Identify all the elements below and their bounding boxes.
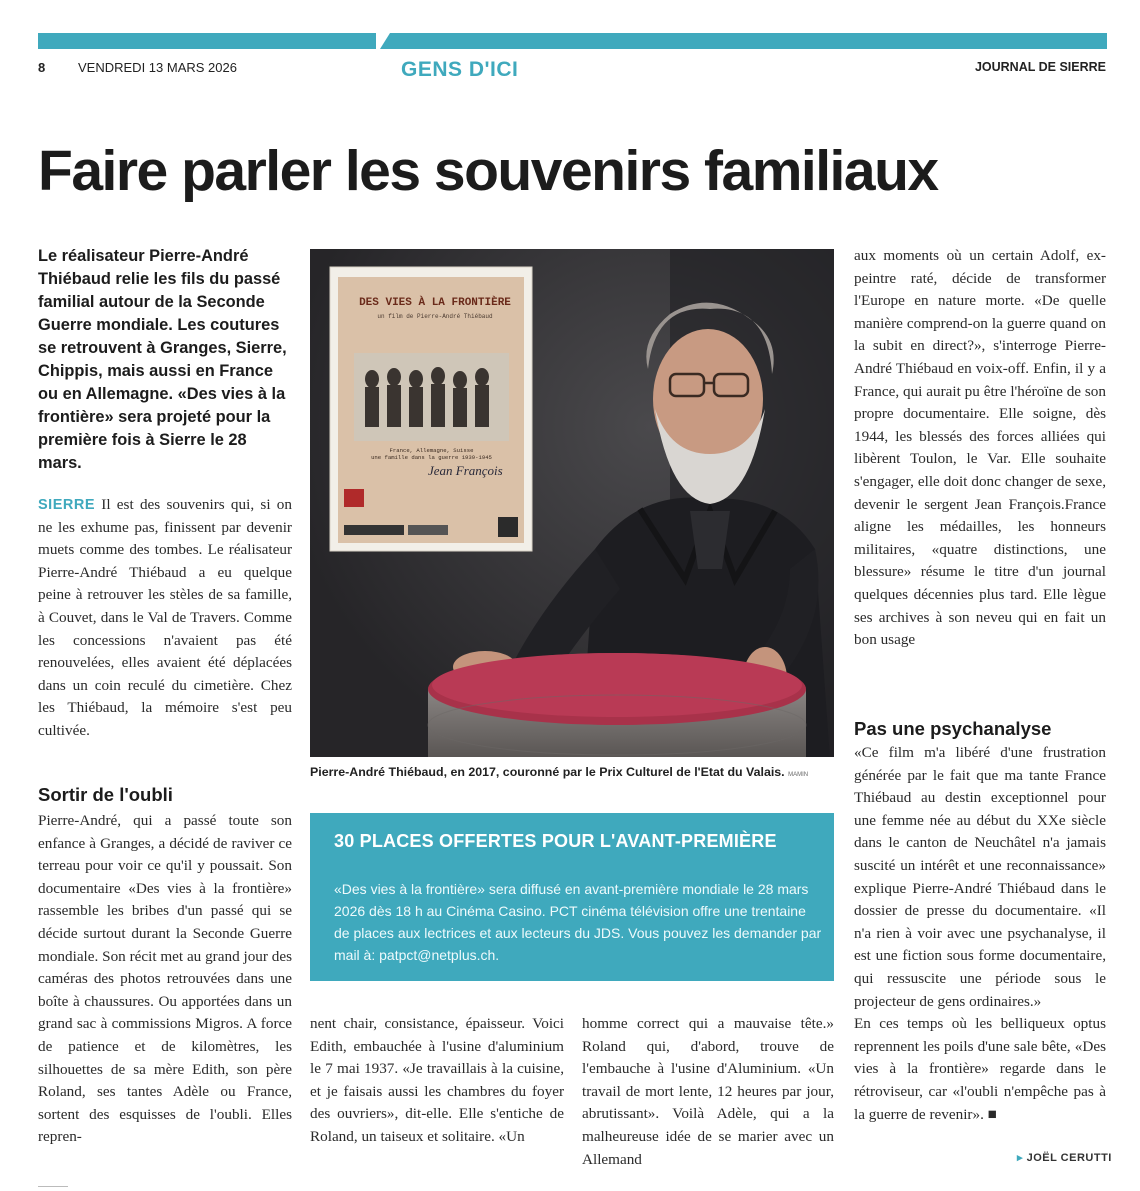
- promo-title: 30 PLACES OFFERTES POUR L'AVANT-PREMIÈRE: [334, 831, 777, 851]
- caption-text: Pierre-André Thiébaud, en 2017, couronné par le Prix Culturel de l'Etat du Valais.: [310, 765, 785, 779]
- poster-subtitle: un film de Pierre-André Thiébaud: [377, 313, 493, 320]
- author-name: JOËL CERUTTI: [1026, 1152, 1112, 1164]
- intro-text: Il est des souvenirs qui, si on ne les exhume pas, finissent par devenir muets comme des tombes. Le réalisateur Pierre-André Thiébaud a eu quelque peine à retrouver les stèles de sa famille, à Couvet, dans le Val de Travers. Comme les concessions n'avaient pas été renouvelées, elles avaient été déplacées dans un coin reculé du cimetière. Chez les Thiébaud, la mémoire s'est peu cultivée.: [38, 496, 292, 739]
- promo-text: «Des vies à la frontière» sera diffusé en avant-première mondiale le 28 mars 2026 dès 18 h au Cinéma Casino. PCT cinéma télévision offre une trentaine de places aux lectrices et aux lecteurs du JDS.: [334, 881, 809, 941]
- poster-signature: Jean François: [428, 463, 503, 478]
- subhead-sortir: Sortir de l'oubli: [38, 784, 173, 805]
- promo-body: [334, 878, 824, 966]
- article-photo: [310, 249, 834, 757]
- author-signature: [1017, 1151, 1112, 1164]
- column-2b: [582, 1013, 834, 1171]
- subhead-psychanalyse: Pas une psychanalyse: [854, 718, 1052, 739]
- header-bar-left: [38, 33, 376, 49]
- page-number: 8: [38, 60, 46, 75]
- column-3-top: [854, 245, 1106, 652]
- promo-box: [310, 813, 834, 981]
- headline: Faire parler les souvenirs familiaux: [38, 139, 938, 203]
- paragraph-1: Pierre-André, qui a passé toute son enfance à Granges, a décidé de raviver ce terreau pour voir ce qu'il y poussait. Son documentaire «Des vies à la frontière» rassemble les bribes d'un passé qui se décide surtout durant la Seconde Guerre mondiale. Son récit met au grand jour des caméras des photos retrouvées dans une boîte à chaussures. Ou apportées dans un grand sac à commissions Migros. A force de patience et de kilomètres, les silhouettes de sa mère Edith, son père Roland, ses tantes Adèle ou France, sortent des esquisses de l'oubli. Elles repren-: [38, 812, 292, 1146]
- header-bar-right: [380, 33, 1107, 49]
- end-mark: ■: [987, 1105, 997, 1123]
- poster-title: DES VIES À LA FRONTIÈRE: [359, 297, 511, 309]
- paragraph-6: En ces temps où les belliqueux optus reprennent les poils d'une sale bête, «Des vies à la frontière» regarde dans le rétroviseur, car «l'oubli n'empêche pas à la guerre de revenir».: [854, 1015, 1106, 1123]
- article-lead: Le réalisateur Pierre-André Thiébaud relie les fils du passé familial autour de la Seconde Guerre mondiale. Les coutures se retrouvent à Granges, Sierre, Chippis, mais aussi en France ou en Allemagne. «Des vies à la frontière» sera projeté pour la première fois à Sierre le 28 mars.: [38, 247, 287, 472]
- photo-illustration: [310, 249, 834, 757]
- arrow-icon: ▸: [1017, 1152, 1024, 1164]
- paragraph-4: aux moments où un certain Adolf, ex-peintre raté, décide de transformer l'Europe en nature morte. «De quelle manière comprend-on la guerre quand on la subit en direct?», s'interroge Pierre-André Thiébaud en voix-off. Enfin, il y a France, qui aurait pu être l'héroïne de son propre documentaire. Elle soigne, dès 1944, les blessés des forces alliées qui libèrent Toulon, le Var. Elle souhaite s'engager, elle doit donc changer de sexe, devenir le sergent Jean François.France aligne les médailles, les honneurs militaires, «quatre distinctions, une blessure» résume le titre d'un journal quelques décennies plus tard. Elle lègue ses archives à son neveu qui en fait un bon usage: [854, 247, 1106, 649]
- footer-rule: [38, 1186, 68, 1187]
- photo-caption: [310, 765, 834, 779]
- photo-credit: MAMIN: [788, 772, 809, 778]
- publication-name: JOURNAL DE SIERRE: [974, 60, 1106, 74]
- column-1-intro: [38, 494, 292, 743]
- poster-tagline: France, Allemagne, Suisse une famille dans la guerre 1939-1945: [371, 447, 492, 461]
- promo-email-link[interactable]: patpct@netplus.ch.: [379, 947, 500, 963]
- issue-date: VENDREDI 13 MARS 2026: [78, 60, 237, 75]
- paragraph-3: homme correct qui a mauvaise tête.» Roland qui, d'abord, trouve de l'embauche à l'usine d'Aluminium. «Un travail de mort lente, 12 heures par jour, abrutissant». Voilà Adèle, qui a la malheureuse idée de se marier avec un Allemand: [582, 1015, 834, 1168]
- section-title: GENS D'ICI: [401, 58, 519, 81]
- promo-contact: Vous pouvez les demander par mail à:: [334, 925, 822, 963]
- column-1-body: [38, 810, 292, 1149]
- column-3-bottom: [854, 742, 1106, 1126]
- paragraph-5: «Ce film m'a libéré d'une frustration générée par le fait que ma tante France Thiébaud au destin exceptionnel pour une femme née au début du XXe siècle dans le canton de Neuchâtel n'a jamais suscité un intérêt et une reconnaissance» explique Pierre-André Thiébaud dans le dossier de presse du documentaire. «Il n'a rien à voir avec une psychanalyse, il est une fiction sous forme documentaire, qui ressuscite une période sous le projecteur de gens ordinaires.»: [854, 744, 1106, 1010]
- column-2a: [310, 1013, 564, 1149]
- dateline: SIERRE: [38, 497, 95, 513]
- paragraph-2: nent chair, consistance, épaisseur. Voici Edith, embauchée à l'usine d'aluminium le 7 mai 1937. «Je travaillais à la cuisine, et je faisais aussi les chambres du foyer des ouvriers», dit-elle. Elle s'entiche de Roland, un taiseux et solitaire. «Un: [310, 1015, 564, 1145]
